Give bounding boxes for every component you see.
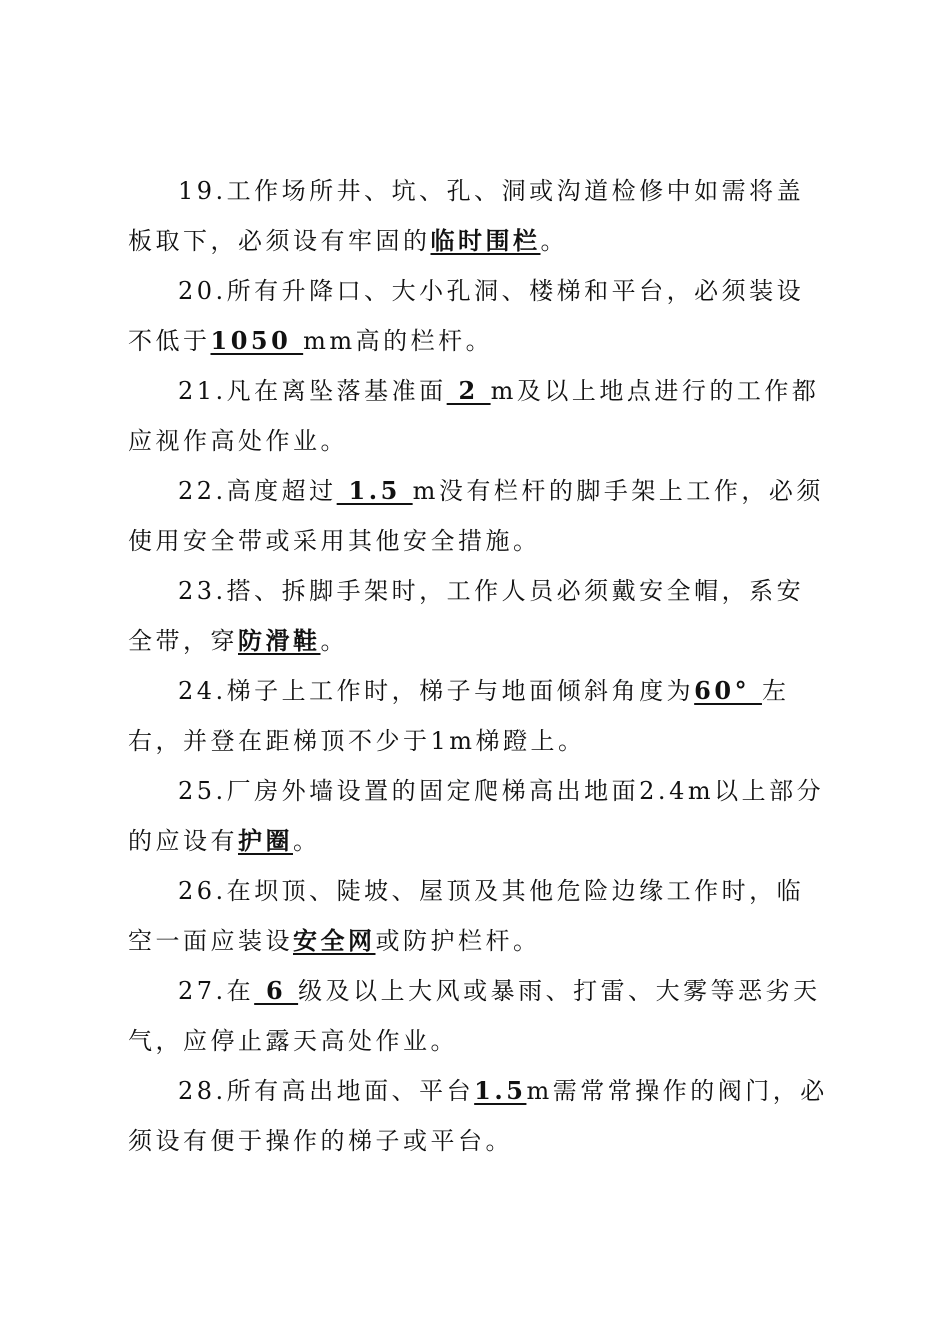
answer-blank: 护圈: [238, 826, 293, 855]
question-text-tail: m需常常操作的阀门，必须设有便于操作的梯子或平台。: [128, 1077, 828, 1155]
question-text-tail: mm高的栏杆。: [303, 327, 494, 355]
question-text: 28.所有高出地面、平台: [178, 1077, 475, 1105]
question-text: 24.梯子上工作时，梯子与地面倾斜角度为: [178, 677, 695, 705]
question-text-tail: m及以上地点进行的工作都应视作高处作业。: [128, 377, 820, 455]
question-text-tail: 。: [293, 827, 321, 855]
question-21: [128, 366, 828, 466]
question-text-tail: 或防护栏杆。: [375, 927, 541, 955]
answer-blank: 1.5: [336, 476, 413, 505]
question-23: [128, 566, 828, 666]
answer-blank: 临时围栏: [430, 226, 541, 255]
question-text: 20.所有升降口、大小孔洞、楼梯和平台，必须装设不低于: [128, 277, 805, 355]
answer-blank: 60°: [694, 676, 762, 705]
question-text: 27.在: [178, 977, 255, 1005]
question-text-tail: m没有栏杆的脚手架上工作，必须使用安全带或采用其他安全措施。: [128, 477, 824, 555]
question-20: [128, 266, 828, 366]
document-body: [128, 166, 828, 1166]
question-25: [128, 766, 828, 866]
answer-blank: 防滑鞋: [238, 626, 321, 655]
question-26: [128, 866, 828, 966]
question-text: 19.工作场所井、坑、孔、洞或沟道检修中如需将盖板取下，必须设有牢固的: [128, 177, 805, 255]
question-28: [128, 1066, 828, 1166]
answer-blank: 安全网: [293, 926, 376, 955]
question-text: 21.凡在离坠落基准面: [178, 377, 447, 405]
answer-blank: 2: [446, 376, 491, 405]
question-text: 25.厂房外墙设置的固定爬梯高出地面2.4m以上部分的应设有: [128, 777, 825, 855]
answer-blank: 1.5: [474, 1076, 527, 1105]
question-text-tail: 左右，并登在距梯顶不少于1m梯蹬上。: [128, 677, 790, 755]
question-text: 23.搭、拆脚手架时，工作人员必须戴安全帽，系安全带，穿: [128, 577, 805, 655]
question-27: [128, 966, 828, 1066]
question-text: 22.高度超过: [178, 477, 337, 505]
answer-blank: 6: [254, 976, 299, 1005]
question-text: 26.在坝顶、陡坡、屋顶及其他危险边缘工作时，临空一面应装设: [128, 877, 805, 955]
question-22: [128, 466, 828, 566]
question-text-tail: 。: [540, 227, 568, 255]
answer-blank: 1050: [210, 326, 304, 355]
question-text-tail: 。: [320, 627, 348, 655]
question-19: [128, 166, 828, 266]
question-24: [128, 666, 828, 766]
question-text-tail: 级及以上大风或暴雨、打雷、大雾等恶劣天气，应停止露天高处作业。: [128, 977, 821, 1055]
